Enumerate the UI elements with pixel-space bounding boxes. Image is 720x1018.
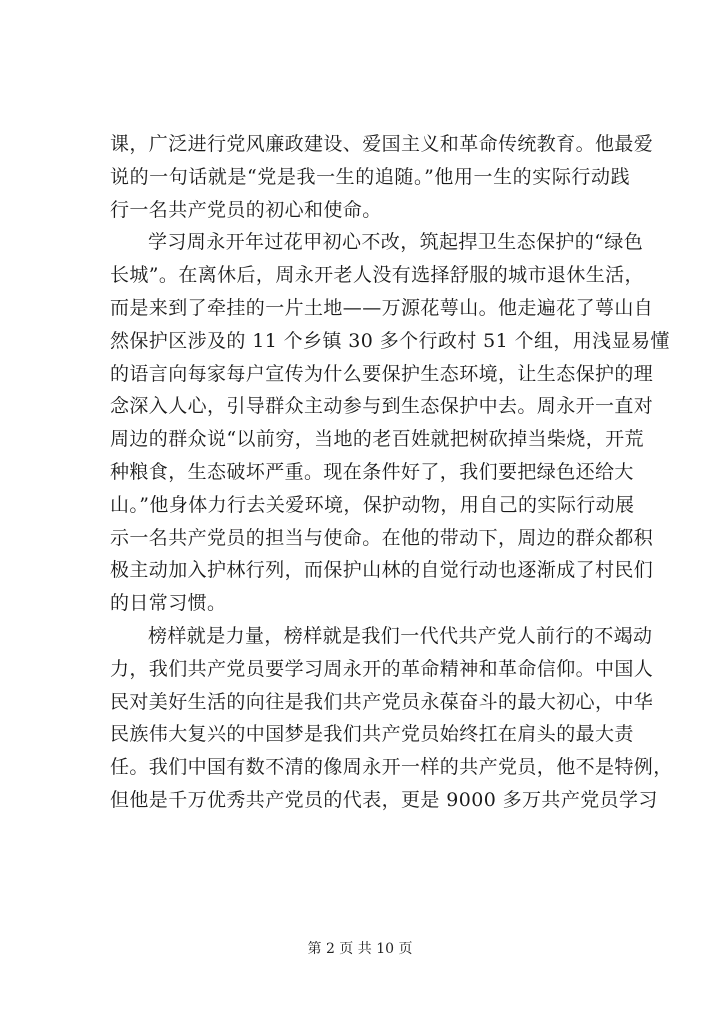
text-line: 民族伟大复兴的中国梦是我们共产党员始终扛在肩头的最大责	[110, 723, 634, 746]
text-line: 任。我们中国有数不清的像周永开一样的共产党员，他不是特例，	[110, 756, 673, 779]
text-line: 行一名共产党员的初心和使命。	[110, 198, 382, 221]
text-line: 力，我们共产党员要学习周永开的革命精神和革命信仰。中国人	[110, 657, 654, 680]
text-line: 但他是千万优秀共产党员的代表，更是 9000 多万共产党员学习	[110, 788, 658, 811]
text-line: 极主动加入护林行列，而保护山林的自觉行动也逐渐成了村民们	[110, 559, 654, 582]
paragraph	[110, 620, 673, 817]
text-line: 长城”。在离休后，周永开老人没有选择舒服的城市退休生活，	[110, 264, 644, 287]
body-text	[110, 128, 673, 817]
text-line: 念深入人心，引导群众主动参与到生态保护中去。周永开一直对	[110, 395, 654, 418]
paragraph	[110, 128, 654, 226]
text-line: 周边的群众说“以前穷，当地的老百姓就把树砍掉当柴烧，开荒	[110, 428, 644, 451]
text-line: 民对美好生活的向往是我们共产党员永葆奋斗的最大初心，中华	[110, 690, 654, 713]
text-line: 示一名共产党员的担当与使命。在他的带动下，周边的群众都积	[110, 526, 654, 549]
text-line: 种粮食，生态破坏严重。现在条件好了，我们要把绿色还给大	[110, 460, 634, 483]
text-line: 课，广泛进行党风廉政建设、爱国主义和革命传统教育。他最爱	[110, 133, 654, 155]
text-line: 然保护区涉及的 11 个乡镇 30 多个行政村 51 个组，用浅显易懂	[110, 329, 670, 352]
text-line: 榜样就是力量，榜样就是我们一代代共产党人前行的不竭动	[148, 624, 653, 647]
text-line: 学习周永开年过花甲初心不改，筑起捍卫生态保护的“绿色	[148, 231, 644, 254]
text-line: 山。”他身体力行去关爱环境，保护动物，用自己的实际行动展	[110, 493, 635, 516]
page-footer: 第 2 页 共 10 页	[307, 941, 413, 957]
text-line: 而是来到了牵挂的一片土地——万源花萼山。他走遍花了萼山自	[110, 296, 654, 319]
paragraph	[110, 226, 670, 620]
text-line: 说的一句话就是“党是我一生的追随。”他用一生的实际行动践	[110, 165, 630, 188]
text-line: 的日常习惯。	[110, 592, 227, 615]
text-line: 的语言向每家每户宣传为什么要保护生态环境，让生态保护的理	[110, 362, 654, 385]
